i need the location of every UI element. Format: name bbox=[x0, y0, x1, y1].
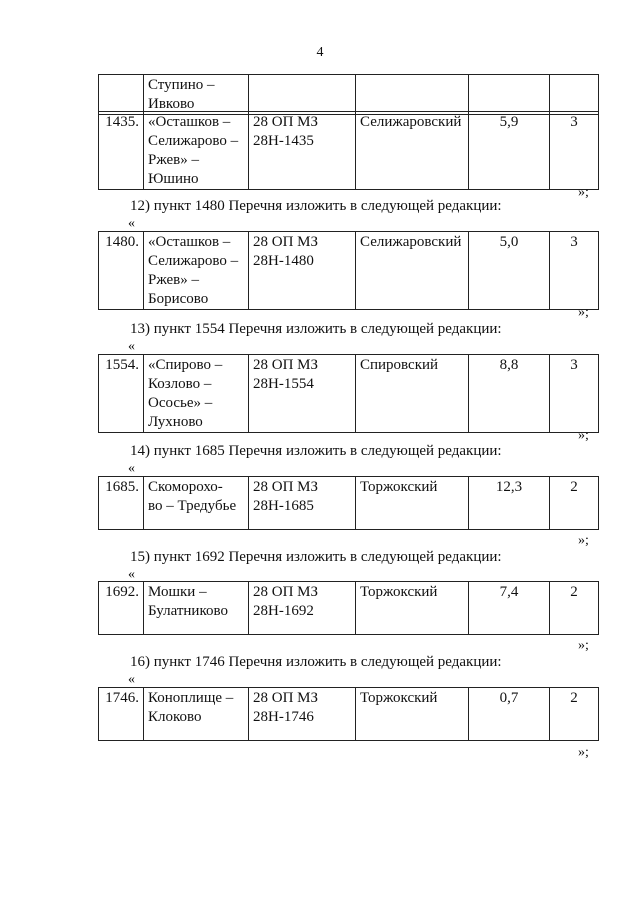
road-length: 7,4 bbox=[469, 582, 550, 635]
paragraph-item-12: 12) пункт 1480 Перечня изложить в следующей редакции: bbox=[130, 198, 502, 214]
road-name-line: Селижарово – bbox=[148, 253, 239, 269]
road-code bbox=[249, 582, 356, 635]
road-code-line: 28 ОП МЗ bbox=[253, 114, 319, 130]
closing-quote: »; bbox=[578, 185, 589, 200]
road-name-line: Ступино – bbox=[148, 77, 215, 93]
row-number: 1692. bbox=[99, 582, 144, 635]
table-row bbox=[98, 354, 599, 433]
opening-quote: « bbox=[128, 672, 135, 687]
road-code-line: 28 ОП МЗ bbox=[253, 479, 319, 495]
road-category: 2 bbox=[550, 477, 599, 530]
road-code-line: 28Н-1435 bbox=[253, 133, 314, 149]
district: Селижаровский bbox=[356, 112, 469, 190]
district: Селижаровский bbox=[356, 232, 469, 310]
road-category: 3 bbox=[550, 355, 599, 433]
district: Торжокский bbox=[356, 477, 469, 530]
road-category: 2 bbox=[550, 582, 599, 635]
road-length: 5,0 bbox=[469, 232, 550, 310]
road-name-line: Скоморохо- bbox=[148, 479, 223, 495]
road-code bbox=[249, 112, 356, 190]
road-length: 8,8 bbox=[469, 355, 550, 433]
road-category: 2 bbox=[550, 688, 599, 741]
road-code bbox=[249, 688, 356, 741]
road-name-line: Ржев» – bbox=[148, 152, 199, 168]
row-number: 1746. bbox=[99, 688, 144, 741]
opening-quote: « bbox=[128, 216, 135, 231]
district bbox=[356, 75, 469, 115]
road-name bbox=[144, 477, 249, 530]
row-number: 1435. bbox=[99, 112, 144, 190]
road-name-line: во – Тредубье bbox=[148, 498, 237, 514]
road-name bbox=[144, 75, 249, 115]
table-row bbox=[98, 687, 599, 741]
road-name-line: Булатниково bbox=[148, 603, 228, 619]
closing-quote: »; bbox=[578, 638, 589, 653]
road-name-line: Юшино bbox=[148, 171, 199, 187]
district: Торжокский bbox=[356, 688, 469, 741]
page-number: 4 bbox=[316, 45, 324, 60]
road-code-line: 28 ОП МЗ bbox=[253, 234, 319, 250]
table-row bbox=[98, 74, 599, 115]
road-length: 12,3 bbox=[469, 477, 550, 530]
road-name bbox=[144, 112, 249, 190]
road-code-line: 28 ОП МЗ bbox=[253, 584, 319, 600]
road-name-line: «Осташков – bbox=[148, 234, 231, 250]
row-number: 1480. bbox=[99, 232, 144, 310]
opening-quote: « bbox=[128, 567, 135, 582]
road-code bbox=[249, 232, 356, 310]
road-name-line: «Спирово – bbox=[148, 357, 223, 373]
road-code-line: 28Н-1746 bbox=[253, 709, 314, 725]
road-category: 3 bbox=[550, 112, 599, 190]
row-number bbox=[99, 75, 144, 115]
table-row bbox=[98, 111, 599, 190]
road-name-line: Мошки – bbox=[148, 584, 207, 600]
table-row bbox=[98, 581, 599, 635]
paragraph-item-16: 16) пункт 1746 Перечня изложить в следующей редакции: bbox=[130, 654, 502, 670]
row-number: 1685. bbox=[99, 477, 144, 530]
road-name-line: Борисово bbox=[148, 291, 209, 307]
table-row bbox=[98, 231, 599, 310]
road-name-line: «Осташков – bbox=[148, 114, 231, 130]
road-name-line: Лухново bbox=[148, 414, 203, 430]
road-code-line: 28Н-1685 bbox=[253, 498, 314, 514]
road-code bbox=[249, 355, 356, 433]
road-code bbox=[249, 477, 356, 530]
closing-quote: »; bbox=[578, 305, 589, 320]
road-name-line: Клоково bbox=[148, 709, 202, 725]
road-name-line: Ососье» – bbox=[148, 395, 213, 411]
road-code-line: 28Н-1480 bbox=[253, 253, 314, 269]
road-name bbox=[144, 355, 249, 433]
road-code-line: 28 ОП МЗ bbox=[253, 690, 319, 706]
road-category bbox=[550, 75, 599, 115]
paragraph-item-13: 13) пункт 1554 Перечня изложить в следующей редакции: bbox=[130, 321, 502, 337]
row-number: 1554. bbox=[99, 355, 144, 433]
road-name bbox=[144, 688, 249, 741]
opening-quote: « bbox=[128, 339, 135, 354]
opening-quote: « bbox=[128, 461, 135, 476]
table-row bbox=[98, 476, 599, 530]
paragraph-item-15: 15) пункт 1692 Перечня изложить в следующей редакции: bbox=[130, 549, 502, 565]
road-name-line: Селижарово – bbox=[148, 133, 239, 149]
closing-quote: »; bbox=[578, 428, 589, 443]
road-name bbox=[144, 582, 249, 635]
road-name bbox=[144, 232, 249, 310]
closing-quote: »; bbox=[578, 533, 589, 548]
road-length: 0,7 bbox=[469, 688, 550, 741]
district: Спировский bbox=[356, 355, 469, 433]
road-name-line: Козлово – bbox=[148, 376, 212, 392]
road-code-line: 28Н-1692 bbox=[253, 603, 314, 619]
road-code-line: 28Н-1554 bbox=[253, 376, 314, 392]
road-category: 3 bbox=[550, 232, 599, 310]
district: Торжокский bbox=[356, 582, 469, 635]
road-name-line: Ивково bbox=[148, 96, 195, 112]
road-length: 5,9 bbox=[469, 112, 550, 190]
road-length bbox=[469, 75, 550, 115]
closing-quote: »; bbox=[578, 745, 589, 760]
road-code bbox=[249, 75, 356, 115]
road-code-line: 28 ОП МЗ bbox=[253, 357, 319, 373]
paragraph-item-14: 14) пункт 1685 Перечня изложить в следующей редакции: bbox=[130, 443, 502, 459]
road-name-line: Коноплище – bbox=[148, 690, 234, 706]
road-name-line: Ржев» – bbox=[148, 272, 199, 288]
